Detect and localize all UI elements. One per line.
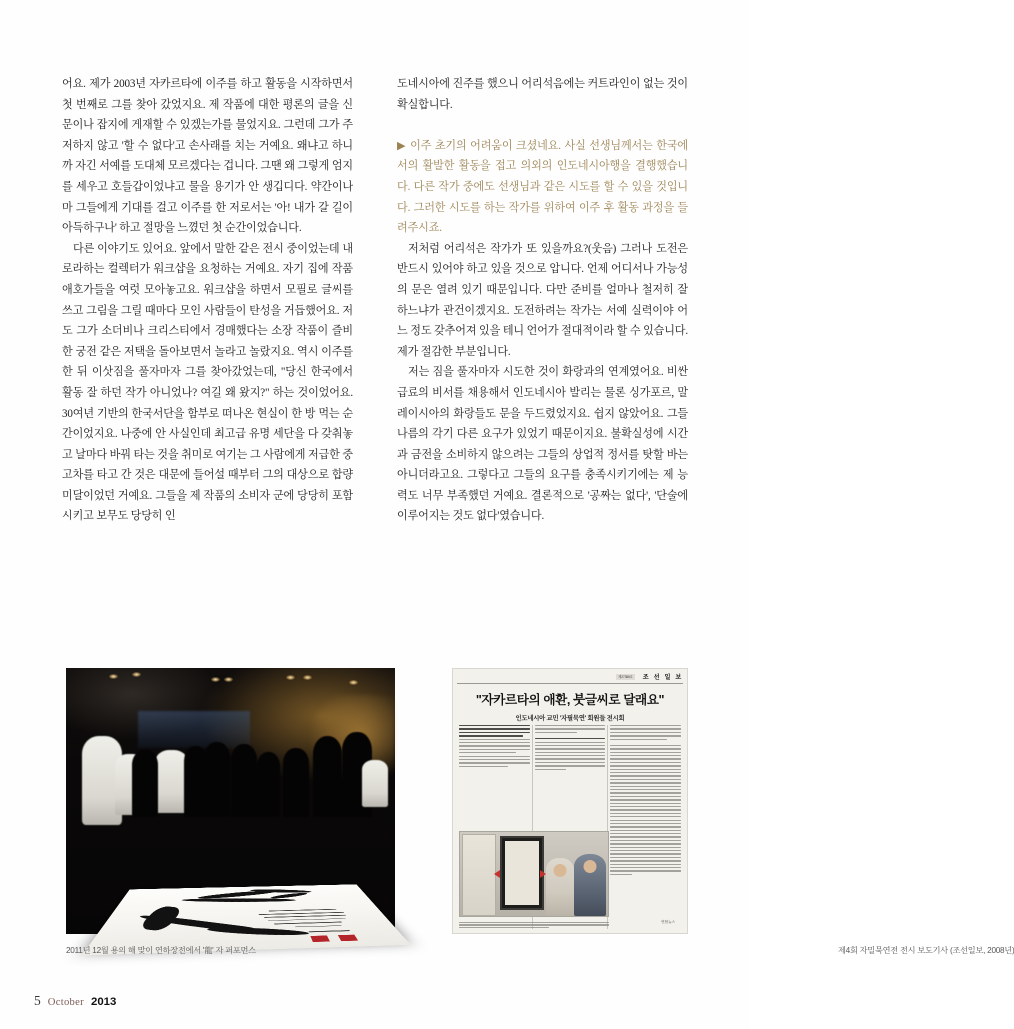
figure-right	[452, 668, 1014, 955]
paragraph-right-1: 도네시아에 진주를 했으니 어리석음에는 커트라인이 없는 것이 확실합니다.	[397, 78, 688, 111]
question-marker-icon: ▶	[397, 139, 407, 152]
person-right	[574, 854, 606, 916]
newspaper-photo-caption	[459, 922, 609, 930]
newspaper-title: 조 선 일 보	[642, 674, 683, 681]
paragraph-left-1: 어요. 제가 2003년 자카르타에 이주를 하고 활동을 시작하면서 첫 번째로 그를 찾아 갔었지요. 제 작품에 대한 평론의 글을 신문이나 잡지에 게재할 수 있겠는가를 물었지요. 그런데 그가 주저하지 않고 '할 수 없다'고 손사래를 치는 거예요. 왜냐고 하니까 자긴 서예를 도대체 모르겠다는 겁니다. 그땐 왜 그렇게 엄지를 세우고 호들갑이었냐고 물을 용기가 안 생깁디다. 약간이나마 그들에게 기대를 걸고 이주를 한 저로서는 '아! 내가 갈 길이 아득하구나' 하고 절망을 느꼈던 첫 순간이었습니다.	[62, 78, 353, 235]
ceiling-lights	[66, 672, 395, 694]
newspaper-headline: "자카르타의 애환, 붓글씨로 달래요"	[475, 693, 665, 707]
newspaper-clipping	[452, 668, 688, 934]
paragraph-left-2: 다른 이야기도 있어요. 앞에서 말한 같은 전시 중이었는데 내로라하는 컬렉터가 워크샵을 요청하는 거예요. 자기 집에 작품 애호가들을 여럿 모아놓고요. 워크샵을 하면서 모필로 글씨를 쓰고 그림을 그릴 때마다 모인 사람들이 탄성을 거듭했어요. 저도 그가 소더비나 크리스티에서 경매했다는 소장 작품이 즐비한 궁전 같은 저택을 돌아보면서 놀라고 놀랐지요. 역시 이주를 한 뒤 이삿짐을 풀자마자 그를 찾아갔었는데, "당신 한국에서 활동 잘 하던 작가 아니었나? 여길 왜 왔지?" 하는 것이었어요. 30여년 기반의 한국서단을 함부로 떠나온 현실이 한 방 먹는 순간이었지요. 나중에 안 사실인데 최고급 유명 세단을 다 갖춰놓고 날마다 바꿔 타는 것을 취미로 여기는 그 사람에게 저급한 중고차를 타고 간 것은 대문에 들어설 때부터 그의 대상으로 합량 미달이었던 거예요. 그들을 제 작품의 소비자 군에 당당히 포함시키고 보무도 당당히 인	[62, 242, 353, 523]
figure-row	[66, 668, 1014, 968]
paragraph-right-3: 저는 짐을 풀자마자 시도한 것이 화랑과의 연계였어요. 비싼 급료의 비서를 채용해서 인도네시아 발리는 물론 싱가포르, 말레이시아의 화랑들도 문을 두드렸었지요. 쉽지 않았어요. 그들 나름의 각기 다른 요구가 있었기 때문이지요. 불확실성에 시간과 금전을 소비하지 않으려는 그들의 상업적 정서를 탓할 바는 아니더라고요. 그렇다고 그들의 요구를 충족시키기에는 제 능력도 너무 부족했던 거예요. 결론적으로 '공짜는 없다', '단술에 이루어지는 것도 없다'였습니다.	[397, 366, 688, 523]
newspaper-masthead	[616, 672, 683, 681]
person-left	[546, 858, 574, 916]
paragraph-right-2: 저처럼 어리석은 작가가 또 있을까요?(웃음) 그러나 도전은 반드시 있어야 하고 있을 것으로 압니다. 언제 어디서나 가능성의 문은 열려 있기 때문입니다. 다만 준비를 얼마나 철저히 잘 하느냐가 관건이겠지요. 도전하려는 작가는 서예 실력이야 어느 정도 갖추어져 있을 테니 언어가 절대적이라 할 수 있습니다. 제가 절감한 부분입니다.	[397, 242, 688, 358]
newspaper-issue-label: 제27386호	[618, 675, 633, 679]
framed-calligraphy	[500, 836, 544, 910]
paragraph-spacer	[397, 115, 688, 136]
arrow-left-icon	[494, 870, 500, 878]
red-seal-2	[338, 935, 358, 941]
newspaper-column-3	[610, 725, 681, 929]
newspaper-byline: 연합뉴스	[661, 920, 676, 924]
masthead-divider	[457, 683, 683, 684]
right-text-column	[397, 74, 688, 527]
figure-right-caption: 제4회 자밀묵연전 전시 보도기사 (조선일보, 2008년)	[838, 946, 1014, 955]
question-text: 이주 초기의 어려움이 크셨네요. 사실 선생님께서는 한국에서의 활발한 활동을 접고 의외의 인도네시아행을 결행했습니다. 다른 작가 중에도 선생님과 같은 시도를 할 수 있을 것입니다. 그러한 시도를 하는 작가를 위하여 이주 후 활동 과정을 들려주시죠.	[397, 139, 688, 235]
audience-crowd	[66, 716, 395, 817]
figure-left-caption: 2011년 12월 용의 해 맞이 연하장전에서 '龍' 자 퍼포먼스	[66, 946, 256, 955]
interview-question	[397, 136, 688, 239]
footer-year: 2013	[90, 996, 117, 1008]
article-body	[62, 74, 688, 527]
newspaper-subheadline: 인도네시아 교민 '자필묵연' 회원들 전시회	[515, 715, 625, 722]
hanging-scroll	[462, 834, 496, 916]
newspaper-photo	[459, 831, 609, 917]
left-text-column	[62, 74, 353, 527]
calligraphy-performance-photo	[66, 668, 395, 934]
red-seal-1	[310, 936, 329, 942]
footer-month: October	[47, 997, 84, 1008]
page-number: 5	[34, 993, 41, 1008]
figure-left	[66, 668, 395, 955]
page-footer	[34, 993, 116, 1009]
arrow-right-icon	[540, 870, 546, 878]
